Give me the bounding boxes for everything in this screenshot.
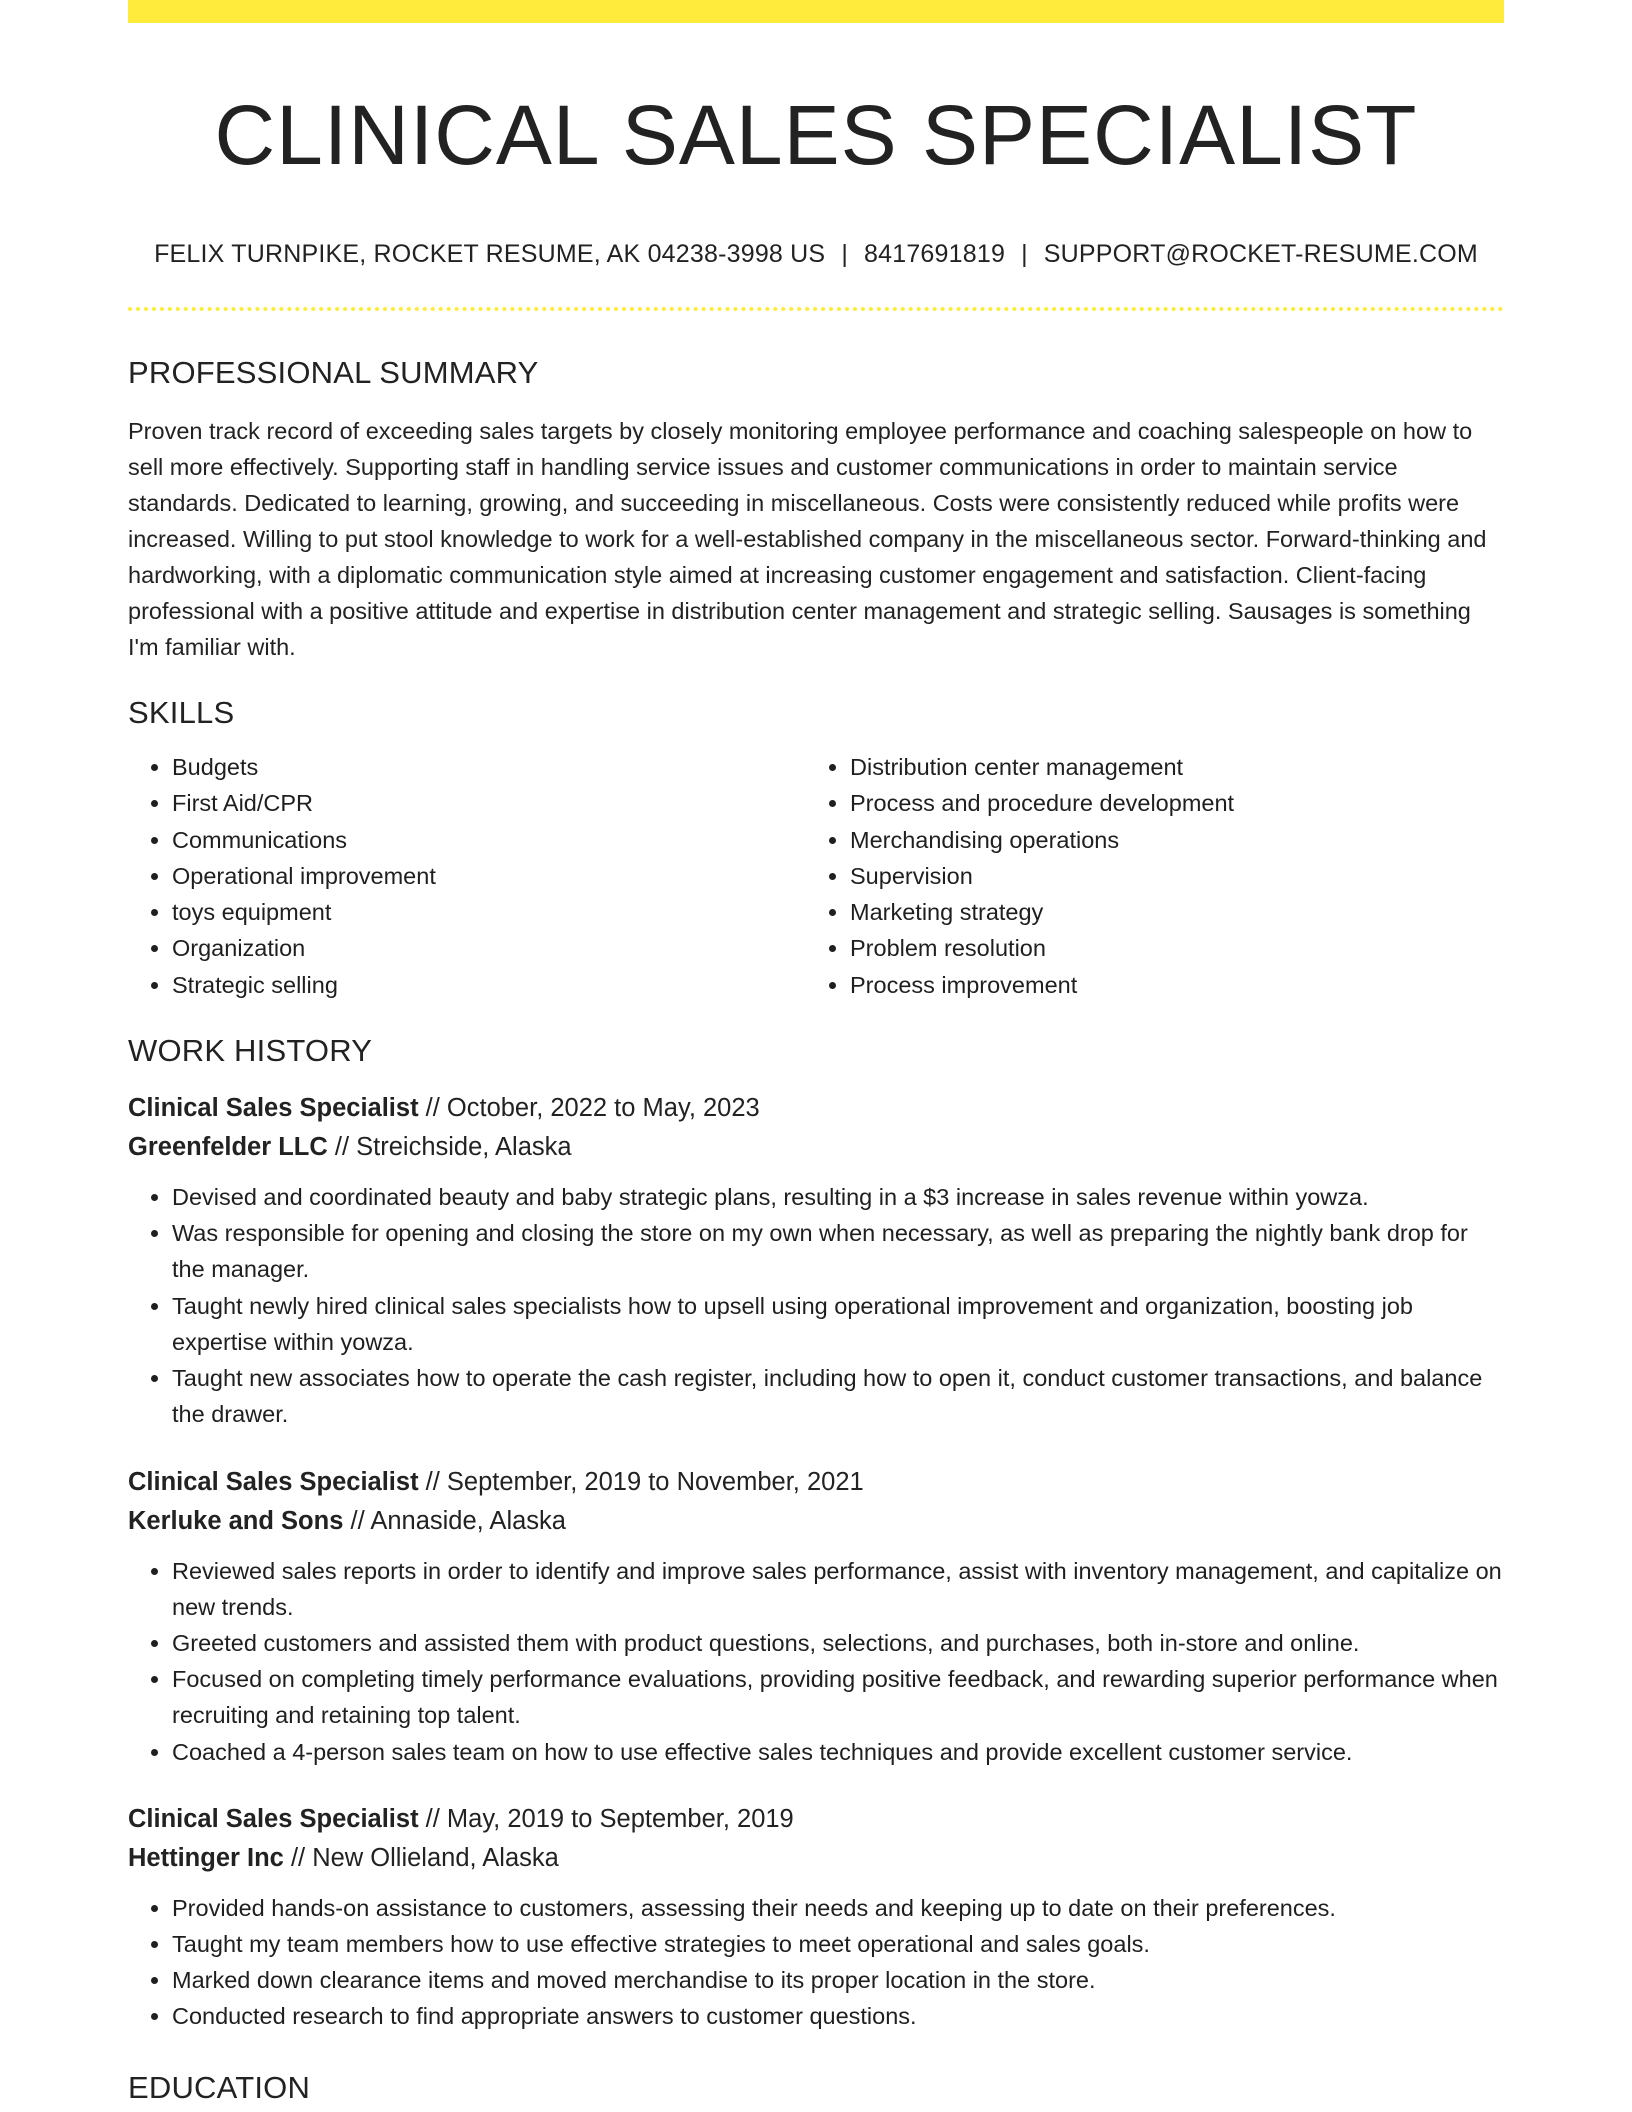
skill-item: • Marketing strategy [850,894,1504,930]
skill-item: • Merchandising operations [850,822,1504,858]
skill-item: • toys equipment [172,894,806,930]
job-bullet: • Coached a 4-person sales team on how to use effective sales techniques and provide excellent customer service. [172,1734,1504,1770]
skill-item: • First Aid/CPR [172,785,806,821]
resume-title: CLINICAL SALES SPECIALIST [214,88,1418,182]
job-bullets [128,1890,1504,2035]
skill-item: • Communications [172,822,806,858]
job-bullet: • Marked down clearance items and moved merchandise to its proper location in the store. [172,1962,1504,1998]
job-bullet: • Was responsible for opening and closing the store on my own when necessary, as well as preparing the nightly bank drop for the manager. [172,1215,1504,1287]
job-bullet: • Greeted customers and assisted them with product questions, selections, and purchases, both in-store and online. [172,1625,1504,1661]
job-role-line [128,1089,1504,1128]
accent-bar [128,0,1504,23]
job-location: // Streichside, Alaska [327,1133,572,1162]
job-company: Kerluke and Sons [128,1506,344,1535]
dotted-divider [128,307,1504,311]
job-role: Clinical Sales Specialist [128,1804,419,1833]
job-company-line [128,1502,1504,1541]
work-history-heading: WORK HISTORY [128,1033,373,1069]
skill-item: • Problem resolution [850,930,1504,966]
job-entry [128,1089,1504,1432]
job-role: Clinical Sales Specialist [128,1094,419,1123]
skill-item: • Distribution center management [850,749,1504,785]
job-bullet: • Conducted research to find appropriate answers to customer questions. [172,1998,1504,2034]
contact-separator: | [841,240,849,268]
job-location: // New Ollieland, Alaska [283,1843,559,1872]
skill-item: • Supervision [850,858,1504,894]
skill-item: • Organization [172,930,806,966]
job-dates: // September, 2019 to November, 2021 [418,1467,864,1496]
job-bullet: • Taught my team members how to use effective strategies to meet operational and sales goals. [172,1926,1504,1962]
skill-item: • Process and procedure development [850,785,1504,821]
skill-item: • Budgets [172,749,806,785]
contact-phone: 8417691819 [864,240,1006,268]
education-heading: EDUCATION [128,2069,311,2105]
resume-page [128,0,1504,2106]
job-dates: // May, 2019 to September, 2019 [418,1804,794,1833]
skills-list [128,749,1504,1003]
job-bullet: • Devised and coordinated beauty and baby strategic plans, resulting in a $3 increase in sales revenue within yowza. [172,1179,1504,1215]
job-dates: // October, 2022 to May, 2023 [418,1094,760,1123]
job-location: // Annaside, Alaska [343,1506,566,1535]
skills-column-right [806,749,1504,1003]
skill-item: • Operational improvement [172,858,806,894]
job-bullets [128,1179,1504,1432]
summary-text: Proven track record of exceeding sales targets by closely monitoring employee performance and coaching salespeople on how to sell more effectively. Supporting staff in handling service issues and customer communications in order to maintain service standards. Dedicated to learning, growing, and succeeding in miscellaneous. Costs were consistently reduced while profits were increased. Willing to put stool knowledge to work for a well-established company in the miscellaneous sector. Forward-thinking and hardworking, with a diplomatic communication style aimed at increasing customer engagement and satisfaction. Client-facing professional with a positive attitude and expertise in distribution center management and strategic selling. Sausages is something I'm familiar with. [128,418,1487,660]
skill-item: • Process improvement [850,967,1504,1003]
job-entry [128,1800,1504,2035]
contact-line [128,238,1504,270]
skill-item: • Strategic selling [172,967,806,1003]
job-role: Clinical Sales Specialist [128,1467,419,1496]
contact-address: FELIX TURNPIKE, ROCKET RESUME, AK 04238-3998 US [154,240,826,268]
job-company: Greenfelder LLC [128,1133,328,1162]
job-bullets [128,1553,1504,1770]
job-bullet: • Taught newly hired clinical sales specialists how to upsell using operational improvement and organization, boosting job expertise within yowza. [172,1288,1504,1360]
job-role-line [128,1800,1504,1839]
job-company: Hettinger Inc [128,1843,284,1872]
contact-separator: | [1021,240,1028,268]
job-entry [128,1463,1504,1770]
summary-heading: PROFESSIONAL SUMMARY [128,355,539,390]
skills-column-left [128,749,806,1003]
job-bullet: • Focused on completing timely performance evaluations, providing positive feedback, and rewarding superior performance when recruiting and retaining top talent. [172,1661,1504,1733]
job-company-line [128,1839,1504,1878]
job-company-line [128,1128,1504,1167]
skills-heading: SKILLS [128,695,235,730]
job-bullet: • Reviewed sales reports in order to identify and improve sales performance, assist with inventory management, and capitalize on new trends. [172,1553,1504,1625]
job-role-line [128,1463,1504,1502]
contact-email: SUPPORT@ROCKET-RESUME.COM [1043,240,1478,268]
job-bullet: • Provided hands-on assistance to customers, assessing their needs and keeping up to date on their preferences. [172,1890,1504,1926]
job-bullet: • Taught new associates how to operate the cash register, including how to open it, conduct customer transactions, and balance the drawer. [172,1360,1504,1432]
